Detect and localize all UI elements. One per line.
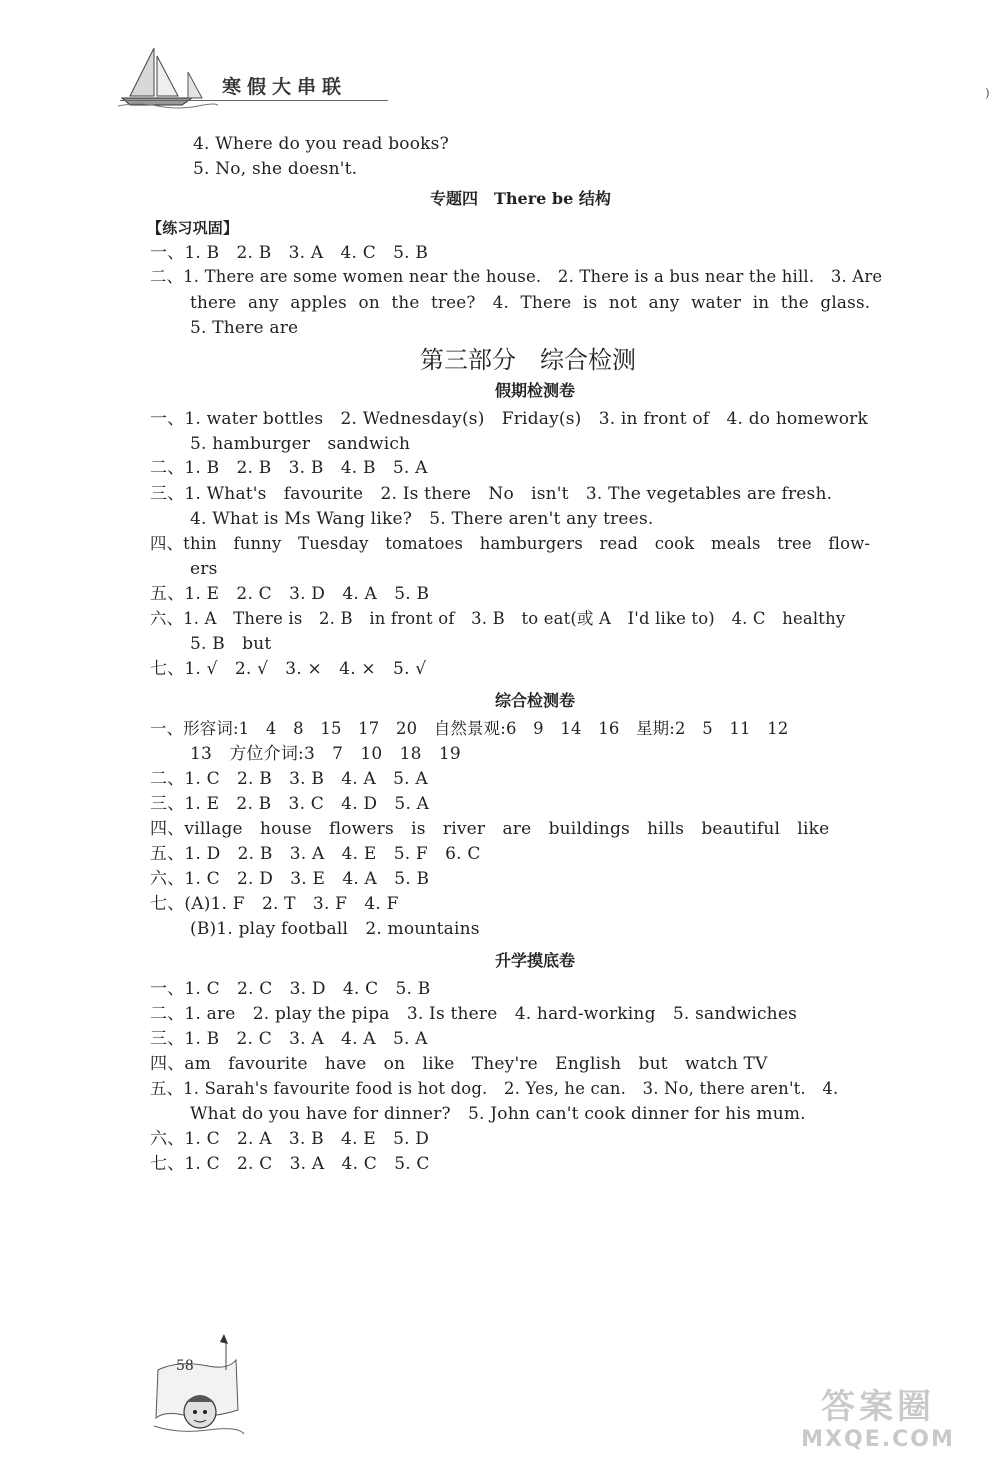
topic4-q2-line2: there any apples on the tree? 4. There is not any water in the glass. — [190, 292, 871, 312]
edge-mark: ) — [985, 86, 990, 100]
watermark — [768, 1387, 988, 1457]
ent-l4: 四、am favourite have on like They're English but watch TV — [150, 1054, 768, 1074]
holiday-l3: 三、1. What's favourite 2. Is there No isn't 3. The vegetables are fresh. — [150, 484, 833, 504]
comp-l7: 七、(A)1. F 2. T 3. F 4. F — [150, 894, 399, 914]
holiday-l2: 二、1. B 2. B 3. B 4. B 5. A — [150, 458, 428, 478]
holiday-l4: 四、thin funny Tuesday tomatoes hamburgers read cook meals tree flow- — [150, 534, 871, 553]
comp-l6: 六、1. C 2. D 3. E 4. A 5. B — [150, 869, 430, 889]
holiday-l5: 五、1. E 2. C 3. D 4. A 5. B — [150, 584, 430, 604]
ent-l5b: What do you have for dinner? 5. John can't cook dinner for his mum. — [190, 1104, 806, 1124]
header-rule — [120, 100, 388, 101]
top-line-5: 5. No, she doesn't. — [193, 159, 358, 179]
comp-l4: 四、village house flowers is river are buildings hills beautiful like — [150, 819, 830, 839]
holiday-l1: 一、1. water bottles 2. Wednesday(s) Friday(s) 3. in front of 4. do homework — [150, 409, 869, 429]
comp-l1b: 13 方位介词:3 7 10 18 19 — [190, 744, 461, 764]
holiday-l3b: 4. What is Ms Wang like? 5. There aren't any trees. — [190, 509, 654, 529]
holiday-l6: 六、1. A There is 2. B in front of 3. B to eat(或 A I'd like to) 4. C healthy — [150, 609, 846, 628]
comp-l7b: (B)1. play football 2. mountains — [190, 919, 480, 939]
part3-title: 第三部分 综合检测 — [420, 346, 636, 374]
topic4-q2-line3: 5. There are — [190, 318, 299, 338]
top-line-4: 4. Where do you read books? — [193, 134, 449, 154]
page-number: 58 — [176, 1358, 194, 1374]
watermark-url: MXQE.COM — [801, 1427, 955, 1452]
comp-l2: 二、1. C 2. B 3. B 4. A 5. A — [150, 769, 428, 789]
holiday-l4b: ers — [190, 559, 218, 579]
entrance-title: 升学摸底卷 — [495, 951, 576, 970]
holiday-l1b: 5. hamburger sandwich — [190, 434, 411, 454]
ent-l6: 六、1. C 2. A 3. B 4. E 5. D — [150, 1129, 430, 1149]
comprehensive-title: 综合检测卷 — [495, 691, 576, 710]
header-title: 寒假大串联 — [222, 76, 348, 98]
holiday-l6b: 5. B but — [190, 634, 272, 654]
holiday-l7: 七、1. √ 2. √ 3. × 4. × 5. √ — [150, 659, 427, 679]
ent-l3: 三、1. B 2. C 3. A 4. A 5. A — [150, 1029, 428, 1049]
ent-l1: 一、1. C 2. C 3. D 4. C 5. B — [150, 979, 431, 999]
comp-l5: 五、1. D 2. B 3. A 4. E 5. F 6. C — [150, 844, 481, 864]
comp-l1: 一、形容词:1 4 8 15 17 20 自然景观:6 9 14 16 星期:2 5 11 12 — [150, 719, 789, 738]
practice-label: 【练习巩固】 — [147, 219, 239, 237]
ent-l5: 五、1. Sarah's favourite food is hot dog. 2. Yes, he can. 3. No, there aren't. 4. — [150, 1079, 839, 1098]
watermark-logo-text: 答案圈 — [821, 1387, 935, 1427]
holiday-title: 假期检测卷 — [495, 381, 576, 400]
topic4-q1: 一、1. B 2. B 3. A 4. C 5. B — [150, 243, 429, 263]
topic4-title: 专题四 There be 结构 — [430, 189, 611, 208]
cartoon-illustration — [148, 1330, 248, 1440]
ent-l7: 七、1. C 2. C 3. A 4. C 5. C — [150, 1154, 430, 1174]
comp-l3: 三、1. E 2. B 3. C 4. D 5. A — [150, 794, 430, 814]
topic4-q2-line1: 二、1. There are some women near the house. 2. There is a bus near the hill. 3. Are — [150, 267, 883, 286]
ent-l2: 二、1. are 2. play the pipa 3. Is there 4. hard-working 5. sandwiches — [150, 1004, 798, 1024]
